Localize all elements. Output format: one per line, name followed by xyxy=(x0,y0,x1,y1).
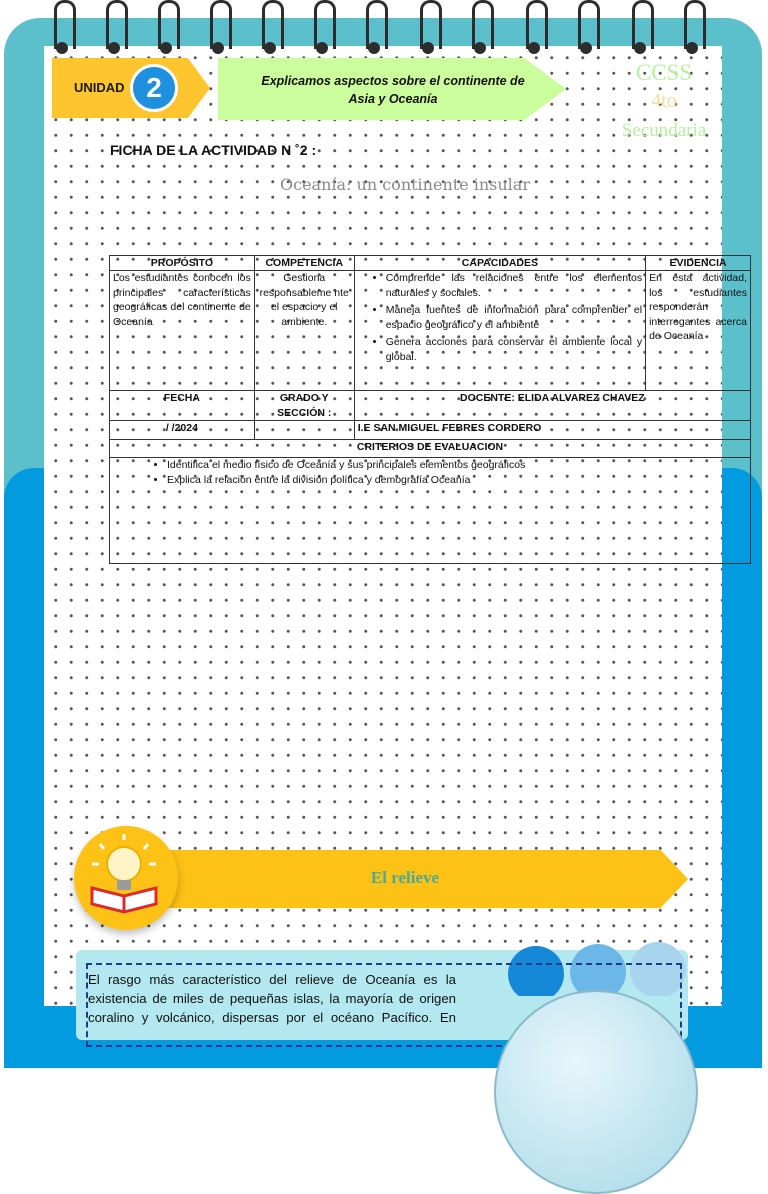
lightbulb-book-icon xyxy=(74,826,178,930)
spiral-ring xyxy=(314,0,336,49)
spiral-ring xyxy=(420,0,442,49)
spiral-hole xyxy=(528,42,540,54)
spiral-hole xyxy=(634,42,646,54)
spiral-hole xyxy=(264,42,276,54)
institucion: I.E SAN MIGUEL FEBRES CORDERO xyxy=(354,421,750,440)
spiral-hole xyxy=(422,42,434,54)
spiral-ring xyxy=(158,0,180,49)
spiral-hole xyxy=(686,42,698,54)
grade-label: 4to xyxy=(651,90,677,112)
unit-number-badge: 2 xyxy=(130,64,178,112)
table-row xyxy=(110,458,751,564)
unit-title-line2: Asia y Oceanía xyxy=(348,92,438,106)
capacidades-cell xyxy=(354,271,645,391)
table-row xyxy=(110,391,751,421)
spiral-ring xyxy=(106,0,128,49)
activity-subtitle: Oceanía: un continente insular xyxy=(280,175,530,194)
spiral-ring xyxy=(578,0,600,49)
spiral-hole xyxy=(160,42,172,54)
capacidad-item: • Comprende las relaciones entre los elementos naturales y sociales. xyxy=(386,271,642,300)
activity-heading: FICHA DE LA ACTIVIDAD N ˚2 : xyxy=(110,142,317,158)
table-row xyxy=(110,271,751,391)
grado-value xyxy=(254,421,354,440)
relieve-paragraph: El rasgo más característico del relieve de Oceanía es la existencia de miles de pequeñas islas, la mayoría de origen coralino y volcánico, dispersas por el océano Pacífico. En xyxy=(88,972,456,1025)
spiral-hole xyxy=(474,42,486,54)
spiral-ring xyxy=(210,0,232,49)
fecha-value: / /2024 xyxy=(110,421,255,440)
fecha-label: FECHA xyxy=(110,391,255,421)
unit-title-line1: Explicamos aspectos sobre el continente de xyxy=(261,74,525,88)
unit-title xyxy=(248,72,538,108)
grado-label: GRADO Y SECCIÓN : xyxy=(254,391,354,421)
evidencia-cell: En esta actividad, los estudiantes responderán interrogantes acerca de Oceanía xyxy=(646,271,751,391)
spiral-hole xyxy=(580,42,592,54)
capacidad-item: • Maneja fuentes de información para comprender el espacio geográfico y el ambiente xyxy=(386,303,642,332)
spiral-ring xyxy=(684,0,706,49)
table-header-row xyxy=(110,256,751,271)
criterios-label: CRITERIOS DE EVALUACION xyxy=(110,440,751,458)
spiral-hole xyxy=(212,42,224,54)
spiral-ring xyxy=(526,0,548,49)
spiral-hole xyxy=(108,42,120,54)
spiral-binding xyxy=(0,0,768,60)
spiral-ring xyxy=(54,0,76,49)
header-capacidades: CAPACIDADES xyxy=(354,256,645,271)
docente-label: DOCENTE: ELIDA ALVAREZ CHAVEZ xyxy=(354,391,750,421)
table-row xyxy=(110,440,751,458)
table-row xyxy=(110,421,751,440)
subject-label: CCSS xyxy=(635,60,693,85)
section-title: El relieve xyxy=(370,868,440,887)
criterio-item: • Explica la relación entre la división política y demografía Oceanía xyxy=(167,473,747,488)
spiral-hole xyxy=(56,42,68,54)
spiral-hole xyxy=(368,42,380,54)
competencia-cell: Gestiona responsableme nte el espacio y el ambiente. xyxy=(254,271,354,391)
spiral-ring xyxy=(632,0,654,49)
activity-table xyxy=(109,255,751,564)
subject-grade xyxy=(604,58,724,145)
criterio-item: • Identifica el medio físico de Oceanía y sus principales elementos geográficos xyxy=(167,458,747,473)
header-evidencia: EVIDENCIA xyxy=(646,256,751,271)
criterios-cell xyxy=(110,458,751,564)
level-label: Secundaria xyxy=(621,120,707,141)
spiral-hole xyxy=(316,42,328,54)
spiral-ring xyxy=(262,0,284,49)
header-proposito: PROPÓSITO xyxy=(110,256,255,271)
globe-image xyxy=(494,990,698,1194)
capacidad-item: • Genera acciones para conservar el ambiente local y global. xyxy=(386,335,642,364)
lightbulb-book-svg xyxy=(74,826,178,930)
unit-label: UNIDAD xyxy=(74,80,125,95)
spiral-ring xyxy=(366,0,388,49)
proposito-cell: Los estudiantes conocen los principales características geográficas del continente de Oceanía xyxy=(110,271,255,391)
spiral-ring xyxy=(472,0,494,49)
header-competencia: COMPETENCIA xyxy=(254,256,354,271)
